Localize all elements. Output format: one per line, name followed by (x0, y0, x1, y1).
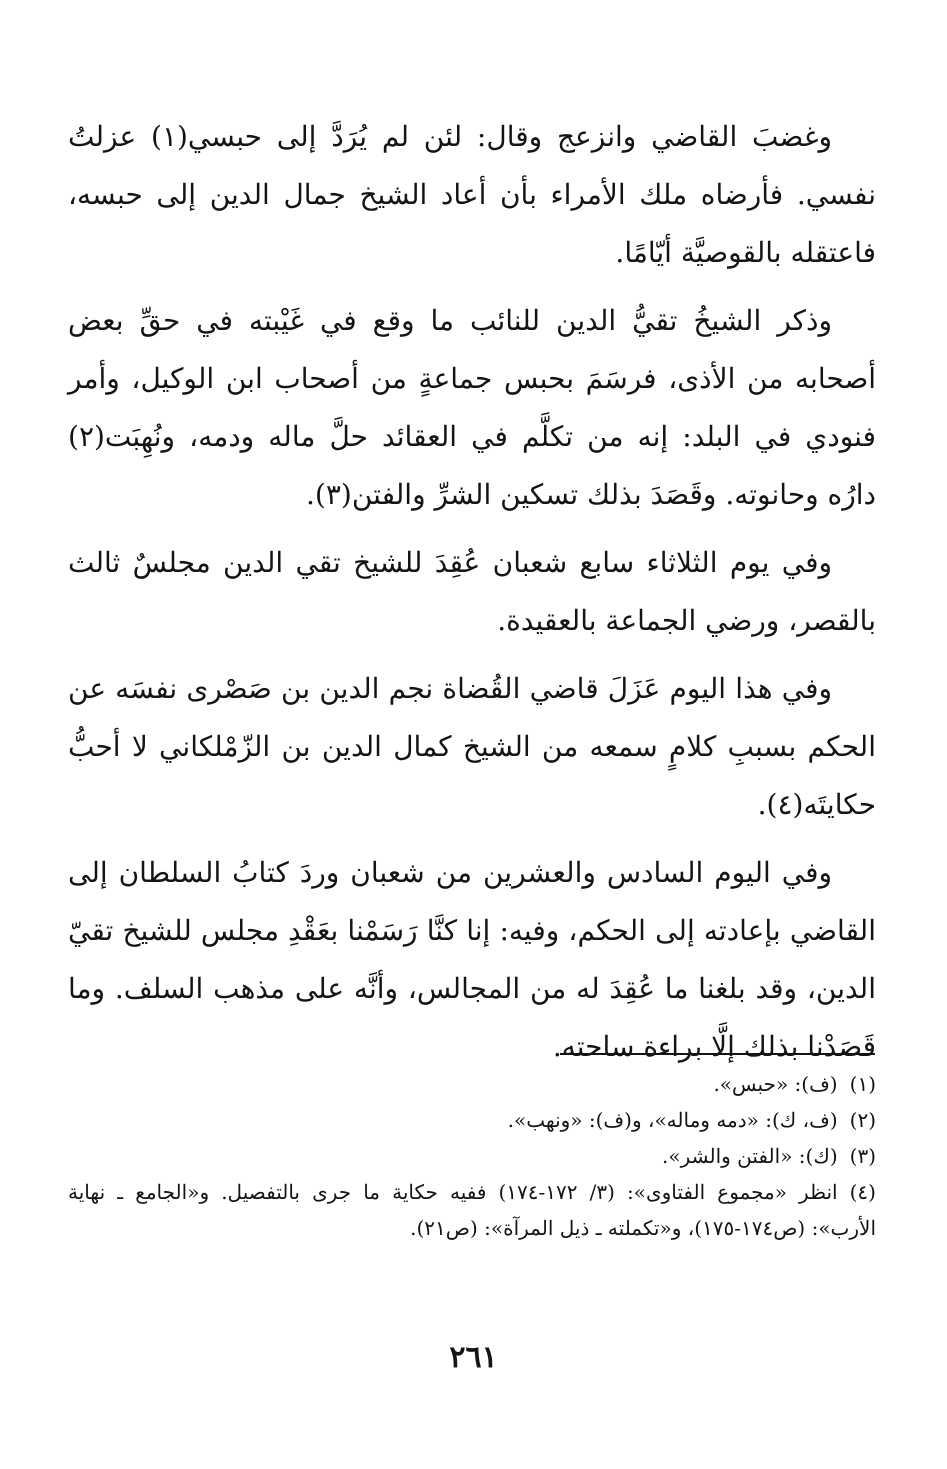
paragraph-3: وفي يوم الثلاثاء سابع شعبان عُقِدَ للشيخ تقي الدين مجلسٌ ثالث بالقصر، ورضي الجماعة بالعقيدة. (68, 546, 876, 637)
footnote-text: (ف): «حبس». (713, 1072, 838, 1096)
footnote-text: (ف، ك): «دمه وماله»، و(ف): «ونهب». (507, 1108, 838, 1132)
main-text (68, 108, 876, 1086)
footnote-2 (68, 1102, 876, 1138)
paragraph-4: وفي هذا اليوم عَزَلَ قاضي القُضاة نجم الدين بن صَصْرى نفسَه عن الحكم بسببِ كلامٍ سمعه من الشيخ كمال الدين بن الزّمْلكاني لا أحبُّ حكايتَه(٤). (68, 672, 876, 821)
footnote-1 (68, 1066, 876, 1102)
footnote-text: انظر «مجموع الفتاوى»: (٣/ ١٧٢-١٧٤) ففيه حكاية ما جرى بالتفصيل. و«الجامع ـ نهاية الأرب»: (ص١٧٤-١٧٥)، و«تكملته ـ ذيل المرآة»: (ص٢١). (68, 1180, 876, 1240)
footnote-3 (68, 1138, 876, 1174)
paragraph-1: وغضبَ القاضي وانزعج وقال: لئن لم يُرَدَّ إلى حبسي(١) عزلتُ نفسي. فأرضاه ملك الأمراء بأن أعاد الشيخ جمال الدين إلى حبسه، فاعتقله بالقوصيَّة أيّامًا. (68, 120, 876, 269)
paragraph-2: وذكر الشيخُ تقيُّ الدين للنائب ما وقع في غَيْبته في حقِّ بعض أصحابه من الأذى، فرسَمَ بحبس جماعةٍ من أصحاب ابن الوكيل، وأمر فنودي في البلد: إنه من تكلَّم في العقائد حلَّ ماله ودمه، ونُهِبَت(٢) دارُه وحانوته. وقَصَدَ بذلك تسكين الشرِّ والفتن(٣). (68, 304, 876, 511)
footnote-number: (١) (849, 1072, 876, 1096)
footnote-number: (٣) (849, 1144, 876, 1168)
footnote-divider (560, 1053, 875, 1055)
footnote-text: (ك): «الفتن والشر». (662, 1144, 838, 1168)
footnotes (68, 1066, 876, 1246)
paragraph-5: وفي اليوم السادس والعشرين من شعبان وردَ كتابُ السلطان إلى القاضي بإعادته إلى الحكم، وفيه: إنا كنَّا رَسَمْنا بعَقْدِ مجلس للشيخ تقيّ الدين، وقد بلغنا ما عُقِدَ له من المجالس، وأنَّه على مذهب السلف. وما قَصَدْنا بذلك إلَّا براءة ساحته. (68, 856, 876, 1063)
page-number: ٢٦١ (449, 1340, 498, 1375)
footnote-number: (٤) (849, 1180, 876, 1204)
footnote-4 (68, 1174, 876, 1246)
footnote-number: (٢) (849, 1108, 876, 1132)
